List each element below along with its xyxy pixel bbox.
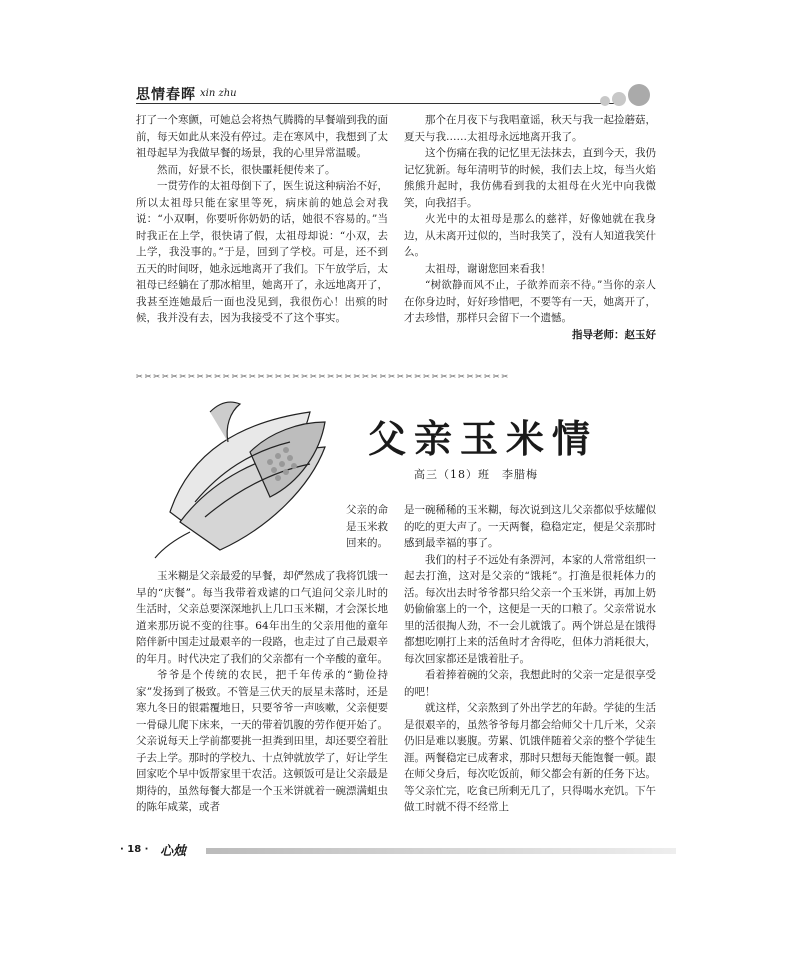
header-rule (136, 103, 616, 104)
section-pinyin: xin zhu (200, 88, 237, 99)
section-title: 思情春晖 (136, 87, 196, 103)
bottom-right-column (404, 502, 656, 816)
paragraph: 那个在月夜下与我唱童谣，秋天与我一起捡蘑菇，夏天与我……太祖母永远地离开我了。 (404, 114, 656, 143)
intro-wrap-text (346, 502, 388, 552)
section-divider: ✂✂✂✂✂✂✂✂✂✂✂✂✂✂✂✂✂✂✂✂✂✂✂✂✂✂✂✂✂✂✂✂✂✂✂✂✂✂✂✂✂✂✂ (136, 373, 511, 381)
article-byline: 高三（18）班 李腊梅 (414, 468, 538, 481)
paragraph: 玉米糊是父亲最爱的早餐，却俨然成了我将饥饿一早的“庆餐”。每当我带着戏谑的口气追问父亲儿时的生活时，父亲总要深深地扒上几口玉米糊，才会深长地道来那历说不变的往事。64年出生的父亲用他的童年陪伴新中国走过最艰辛的一段路，也走过了自己最艰辛的年月。时代决定了我们的父亲都有一个辛酸的童年。 (136, 570, 388, 665)
paragraph: 看着捧着碗的父亲，我想此时的父亲一定是很享受的吧！ (404, 669, 656, 698)
page-number: · 18 · (120, 844, 149, 855)
article-title: 父亲玉米情 (368, 417, 599, 461)
paragraph: 父亲的命是玉米救回来的。 (346, 504, 388, 549)
paragraph: 这个伤痛在我的记忆里无法抹去，直到今天，我仍记忆犹新。每年清明节的时候，我们去上坟，每当火焰熊熊升起时，我仿佛看到我的太祖母在火光中向我微笑，向我招手。 (404, 147, 656, 209)
header-decoration-dots (600, 78, 660, 108)
footer-bar (206, 848, 676, 854)
paragraph: 太祖母，谢谢您回来看我！ (425, 262, 551, 275)
paragraph: 火光中的太祖母是那么的慈祥，好像她就在我身边，从未离开过似的，当时我笑了，没有人知道我笑什么。 (404, 213, 656, 258)
top-left-column (136, 112, 388, 327)
paragraph: 然而，好景不长，很快噩耗便传来了。 (157, 163, 336, 176)
corn-illustration (150, 392, 350, 560)
paragraph: 是一碗稀稀的玉米糊，每次说到这儿父亲都似乎炫耀似的吃的更大声了。一天两餐，稳稳定定，便是父亲那时感到最幸福的事了。 (404, 504, 656, 549)
teacher-signature: 指导老师：赵玉好 (572, 328, 656, 341)
paragraph: 就这样，父亲熬到了外出学艺的年龄。学徒的生活是很艰辛的，虽然爷爷每月都会给师父十几斤米，父亲仍旧是难以裹腹。劳累、饥饿伴随着父亲的整个学徒生涯。两餐稳定已成奢求，那时只想每天能饱餐一顿。跟在师父身后，每次吃饭前，师父都会有新的任务下达。等父亲忙完，吃食已所剩无几了，只得喝水充饥。下午做工时就不得不经常上 (404, 702, 656, 813)
paragraph: 爷爷是个传统的农民，把千年传承的“勤俭持家”发扬到了极致。不管是三伏天的辰星未落时，还是寒九冬日的银霜覆地日，只要爷爷一声咳嗽，父亲便要一骨碌儿爬下床来，一天的带着饥腹的劳作便开始了。父亲说每天上学前都要挑一担粪到田里，却还要空着肚子去上学。那时的学校九、十点钟就放学了，好让学生回家吃个早中饭帮家里干农活。这顿饭可是让父亲最是期待的，虽然每餐大都是一个玉米饼就着一碗漂满蛆虫的陈年咸菜，或者 (136, 669, 388, 813)
bottom-left-column (136, 568, 388, 816)
paragraph: 我们的村子不远处有条淠河，本家的人常常组织一起去打渔，这对是父亲的“饿耗”。打渔是很耗体力的活。每次出去时爷爷都只给父亲一个玉米饼，再加上奶奶偷偷塞上的一个，这便是一天的口粮了。父亲常说水里的活很掏人劲，不一会儿就饿了。两个饼总是在饿得都想吃刚打上来的活鱼时才舍得吃，但体力消耗很大，每次回家都还是饿着肚子。 (404, 553, 656, 665)
top-right-column (404, 112, 656, 343)
magazine-logo: 心烛 (160, 844, 187, 859)
paragraph: “树欲静而风不止，子欲养而亲不待。”当你的亲人在你身边时，好好珍惜吧，不要等有一天，她离开了，才去珍惜，那样只会留下一个遗憾。 (404, 279, 656, 324)
paragraph: 打了一个寒颤，可她总会将热气腾腾的早餐端到我的面前，每天如此从来没有停过。走在寒风中，我想到了太祖母起早为我做早餐的场景，我的心里异常温暖。 (136, 114, 388, 159)
paragraph: 一贯劳作的太祖母倒下了，医生说这种病治不好，所以太祖母只能在家里等死，病床前的她总会对我说：“小双啊，你要听你奶奶的话，她很不容易的。”当时我正在上学，很快请了假，太祖母却说：“小双，去上学，我没事的。”于是，回到了学校。可是，还不到五天的时间呀，她永远地离开了我们。下午放学后，太祖母已经躺在了那冰棺里，她离开了，永远地离开了，我甚至连她最后一面也没见到，我很伤心！出殡的时候，我并没有去，因为我接受不了这个事实。 (136, 180, 388, 324)
